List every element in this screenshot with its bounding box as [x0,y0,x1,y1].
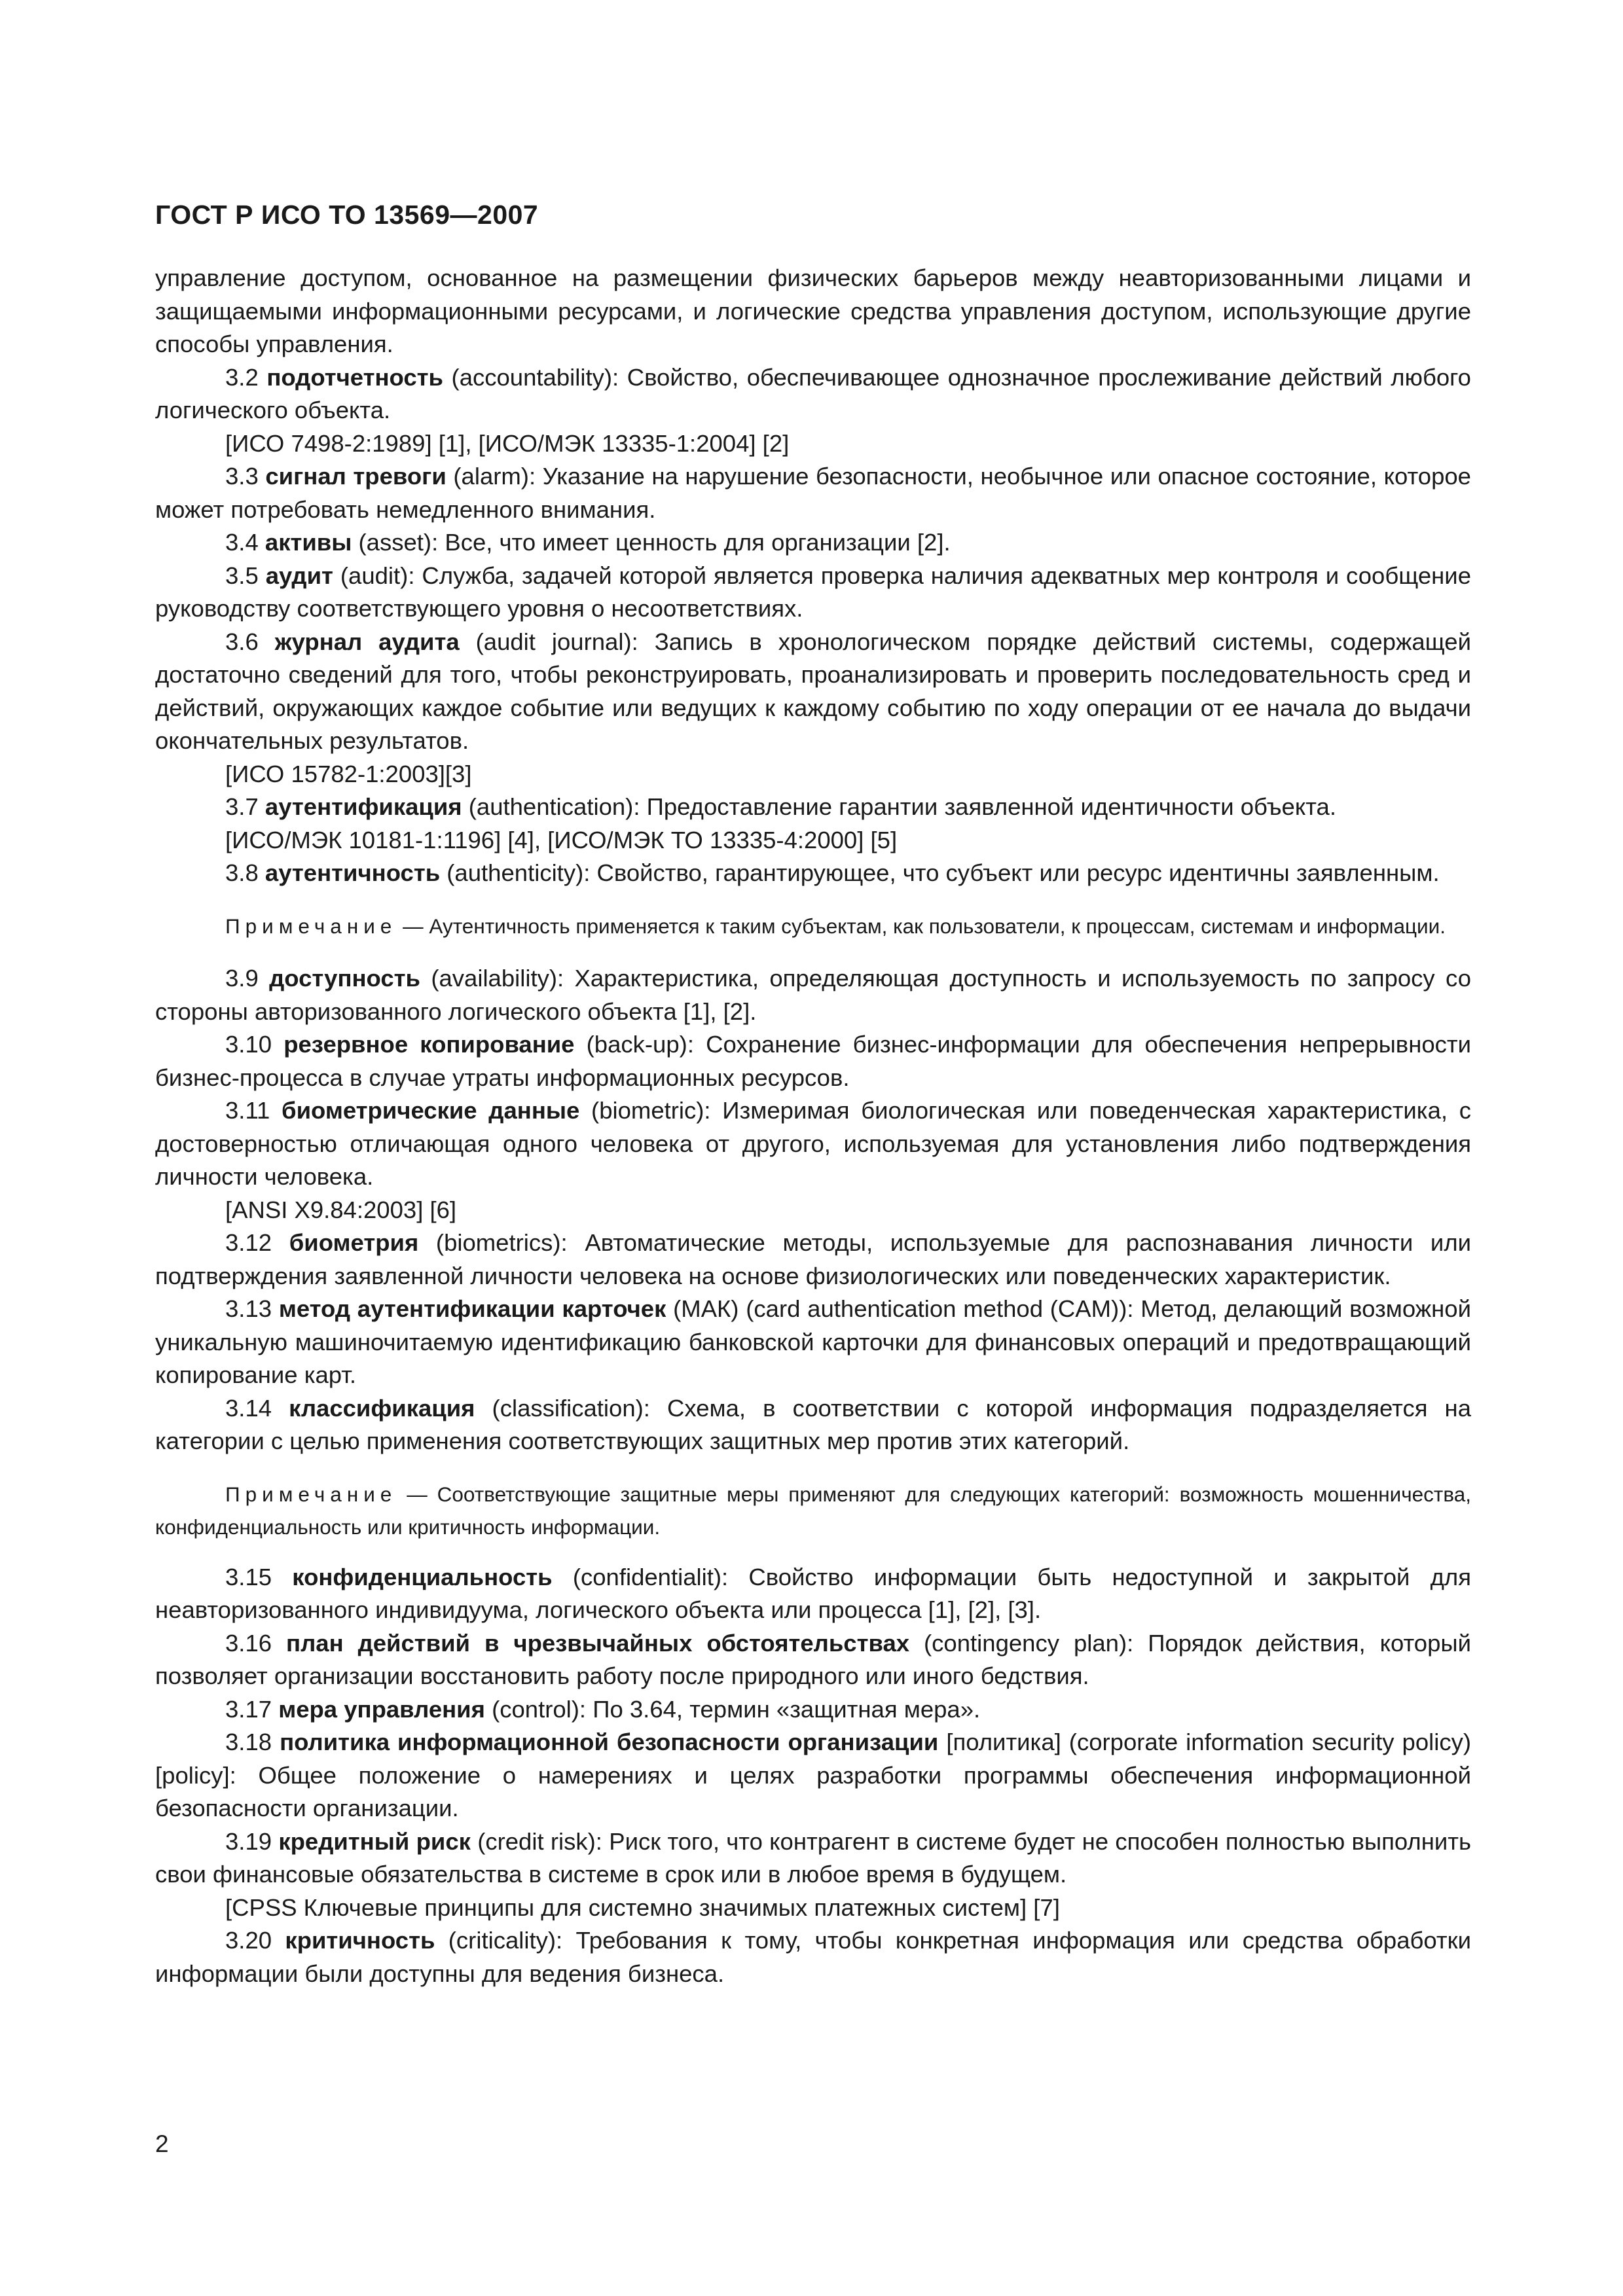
term-number: 3.13 [225,1295,279,1322]
term-number: 3.9 [225,965,270,992]
term-number: 3.15 [225,1563,293,1590]
term-3-20 [155,1924,1471,1990]
term-3-8 [155,857,1471,890]
term-3-11 [155,1094,1471,1194]
term-3-19-reference: [CPSS Ключевые принципы для системно значимых платежных систем] [7] [225,1893,1060,1921]
term-3-12 [155,1227,1471,1293]
term-title: аудит [265,562,333,589]
term-number: 3.14 [225,1394,289,1422]
term-title: мера управления [278,1695,485,1723]
note-text: — Аутентичность применяется к таким субъектам, как пользователи, к процессам, системам и информации. [397,914,1446,938]
term-3-17 [155,1693,1471,1727]
term-3-7-reference: [ИСО/МЭК 10181-1:1196] [4], [ИСО/МЭК ТО 13335-4:2000] [5] [225,826,898,853]
term-title: метод аутентификации карточек [278,1295,666,1322]
term-title: резервное копирование [283,1031,575,1058]
term-title: доступность [269,965,420,992]
term-3-6 [155,626,1471,758]
term-title: биометрия [289,1229,419,1256]
page-number: 2 [155,2130,169,2157]
term-3-10 [155,1028,1471,1094]
term-definition: (asset): Все, что имеет ценность для организации [2]. [352,529,951,556]
term-definition: (control): По 3.64, термин «защитная мера». [484,1695,981,1723]
term-number: 3.6 [225,628,275,655]
term-number: 3.10 [225,1031,284,1058]
document-page [155,0,1471,2296]
term-definition: (authentication): Предоставление гарантии заявленной идентичности объекта. [462,793,1336,820]
term-definition: (classification): Схема, в соответствии с которой информация подразделяется на категории с целью применения соответствующих защитных мер против этих категорий. [155,1394,1471,1454]
term-title: журнал аудита [274,628,460,655]
term-3-2-reference: [ИСО 7498-2:1989] [1], [ИСО/МЭК 13335-1:2004] [2] [225,429,790,457]
term-title: сигнал тревоги [265,463,447,490]
term-definition: (biometrics): Автоматические методы, используемые для распознавания личности или подтверждения заявленной личности человека на основе физиологических или поведенческих характеристик. [155,1229,1472,1289]
term-number: 3.16 [225,1629,287,1657]
term-definition: [политика] (corporate information security policy) [policy]: Общее положение о намерениях и целях разработки программы обеспечения информационной безопасности организации. [155,1729,1472,1821]
term-title: классификация [289,1394,475,1422]
note-label: Примечание [225,914,397,938]
term-title: аутентичность [264,859,441,886]
term-title: конфиденциальность [292,1563,553,1590]
term-3-2 [155,361,1471,427]
term-number: 3.18 [225,1729,280,1755]
term-definition: (audit journal): Запись в хронологическом порядке действий системы, содержащей достаточно сведений для того, чтобы реконструировать, проанализировать и проверить последовательность сред и действий, окружающих каждое событие или ведущих к каждому событию по ходу операции от ее начала до выдачи окончательных результатов. [155,628,1471,754]
term-definition: (audit): Служба, задачей которой является проверка наличия адекватных мер контроля и сообщение руководству соответствующего уровня о несоответствиях. [155,562,1471,622]
term-definition: (criticality): Требования к тому, чтобы конкретная информация или средства обработки информации были доступны для ведения бизнеса. [155,1927,1471,1987]
term-3-5 [155,560,1471,626]
term-number: 3.20 [225,1927,285,1954]
term-3-7 [155,791,1471,824]
term-3-4 [155,526,1471,560]
term-number: 3.7 [225,793,265,820]
term-title: подотчетность [266,363,443,391]
term-title: политика информационной безопасности организации [280,1729,939,1755]
note-text: — Соответствующие защитные меры применяют для следующих категорий: возможность мошенничества, конфиденциальность или критичность информации. [155,1482,1471,1539]
note-label: Примечание [225,1482,397,1506]
term-3-3 [155,460,1471,526]
term-number: 3.19 [225,1827,279,1855]
term-number: 3.12 [225,1229,289,1256]
term-definition: (МАК) (card authentication method (CAM)): Метод, делающий возможной уникальную машиночитаемую идентификацию банковской карточки для финансовых операций и предотвращающий копирование карт. [155,1295,1471,1388]
term-3-6-reference: [ИСО 15782-1:2003][3] [225,760,472,787]
term-number: 3.2 [225,363,267,391]
term-3-16 [155,1627,1471,1693]
term-definition: (credit risk): Риск того, что контрагент в системе будет не способен полностью выполнить свои финансовые обязательства в системе в срок или в любое время в будущем. [155,1827,1471,1888]
term-definition: (back-up): Сохранение бизнес-информации для обеспечения непрерывности бизнес-процесса в случае утраты информационных ресурсов. [155,1031,1472,1091]
term-number: 3.5 [225,562,266,589]
page-header: ГОСТ Р ИСО ТО 13569—2007 [155,200,539,230]
term-definition: (accountability): Свойство, обеспечивающее однозначное прослеживание действий любого логического объекта. [155,363,1471,423]
term-number: 3.17 [225,1695,279,1723]
term-number: 3.4 [225,529,265,556]
term-title: кредитный риск [278,1827,471,1855]
term-3-11-reference: [ANSI X9.84:2003] [6] [225,1196,457,1223]
term-definition: (authenticity): Свойство, гарантирующее, что субъект или ресурс идентичны заявленным. [440,859,1440,886]
term-title: аутентификация [264,793,462,820]
term-3-15 [155,1561,1471,1627]
term-definition: (biometric): Измеримая биологическая или поведенческая характеристика, с достоверностью отличающая одного человека от другого, используемая для установления либо подтверждения личности человека. [155,1097,1471,1190]
term-title: критичность [285,1927,435,1954]
term-number: 3.3 [225,463,266,490]
document-body [155,262,1471,1990]
term-3-18 [155,1726,1471,1825]
note-classification [155,1478,1471,1544]
term-definition: (alarm): Указание на нарушение безопасности, необычное или опасное состояние, которое может потребовать немедленного внимания. [155,463,1471,523]
term-3-9 [155,962,1471,1028]
intro-paragraph: управление доступом, основанное на размещении физических барьеров между неавторизованными лицами и защищаемыми информационными ресурсами, и логические средства управления доступом, использующие другие способы управления. [155,264,1471,357]
term-definition: (contingency plan): Порядок действия, который позволяет организации восстановить работу после природного или иного бедствия. [155,1629,1471,1689]
term-number: 3.8 [225,859,265,886]
term-title: активы [264,529,352,556]
term-definition: (availability): Характеристика, определяющая доступность и используемость по запросу со стороны авторизованного логического объекта [1], [2]. [155,965,1471,1025]
note-authenticity [155,910,1471,943]
term-3-19 [155,1825,1471,1892]
term-number: 3.11 [225,1097,282,1124]
term-3-14 [155,1392,1471,1458]
term-title: план действий в чрезвычайных обстоятельствах [286,1629,910,1657]
term-definition: (confidentialit): Свойство информации быть недоступной и закрытой для неавторизованного индивидуума, логического объекта или процесса [1], [2], [3]. [155,1563,1471,1623]
term-title: биометрические данные [282,1097,580,1124]
term-3-13 [155,1293,1471,1392]
